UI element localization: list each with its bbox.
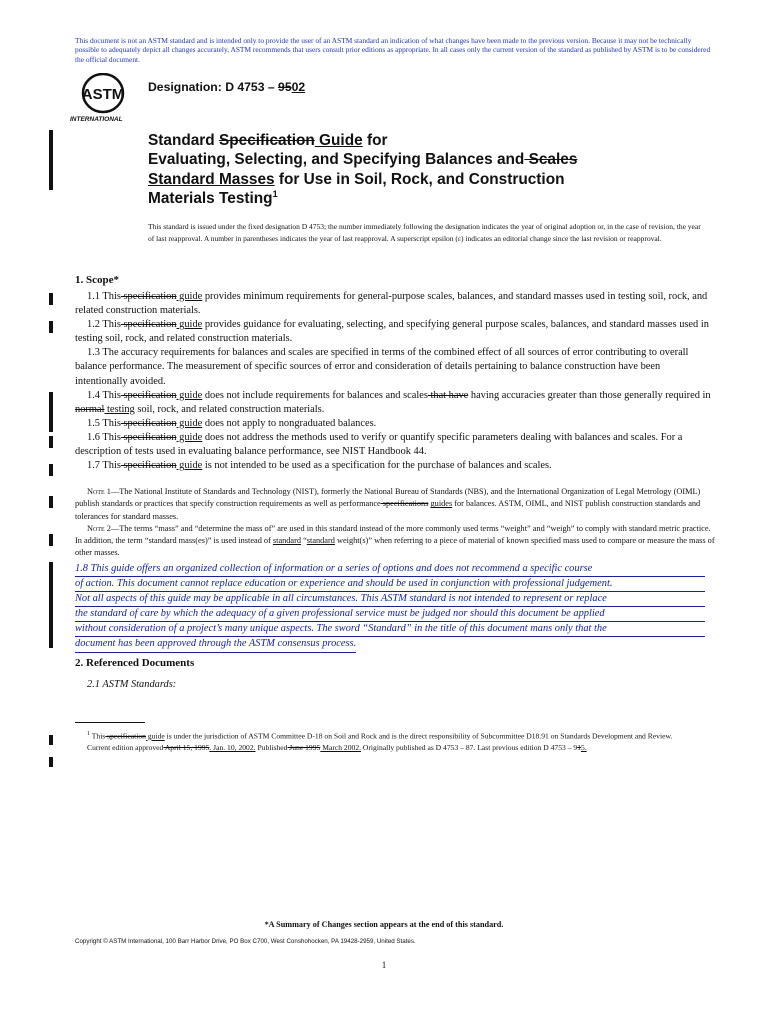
paragraph-1-4: 1.4 This specification guide does not include requirements for balances and scales that have having accuracies greater than those generally required in normal testing soil, rock, and related construction materials.	[75, 389, 711, 415]
copyright: Copyright © ASTM International, 100 Barr Harbor Drive, PO Box C700, West Conshohocken, PA 19428-2959, United States.	[75, 938, 416, 945]
revision-bar	[49, 436, 53, 448]
paragraph-1-3: 1.3 The accuracy requirements for balances and scales are specified in terms of the combined effect of all sources of error contributing to overall balance performance. The measurement of specific sources of error and consideration of details pertaining to balance construction have been intentionally avoided.	[75, 347, 689, 387]
revision-bar	[49, 464, 53, 476]
designation: Designation: D 4753 – 9502	[148, 80, 306, 94]
note-2: Note 2—The terms “mass” and “determine the mass of” are used in this standard instead of the more commonly used terms “weight” and “weigh” to comply with standard metric practice. In addition, the term “standard mass(es)” is used instead of standard “standard weight(s)” when referring to a piece of material of known specified mass used to compare or measure the mass of other masses.	[75, 523, 715, 558]
note-1: Note 1—The National Institute of Standards and Technology (NIST), formerly the National Bureau of Standards (NBS), and the International Organization of Legal Metrology (OIML) publish standards or practices that specify construction requirements as well as performance specifications guides for balances. ASTM, OIML, and NIST publish construction standards and tolerances for standard masses.	[75, 487, 701, 521]
summary-of-changes-note: *A Summary of Changes section appears at the end of this standard.	[264, 920, 504, 929]
paragraph-1-1: 1.1 This specification guide provides minimum requirements for general-purpose scales, balances, and standard masses used in testing soil, rock, and related construction materials.	[75, 291, 708, 317]
issuance-note: This standard is issued under the fixed designation D 4753; the number immediately following the designation indicates the year of original adoption or, in the case of revision, the year of last reapproval. A number in parentheses indicates the year of last reapproval. A superscript epsilon (ε) indicates an editorial change since the last revision or reapproval.	[148, 222, 701, 243]
svg-text:ASTM: ASTM	[81, 86, 125, 103]
revision-bar	[49, 735, 53, 745]
scope-section	[75, 290, 715, 473]
revision-bar	[49, 534, 53, 546]
revision-bar	[49, 562, 53, 648]
paragraph-1-5: 1.5 This specification guide does not apply to nongraduated balances.	[87, 417, 377, 429]
footnote-edition: Current edition approved April 15, 1995. Jan. 10, 2002. Published June 1995 March 2002. Originally published as D 4753 – 87. Last previous edition D 4753 – 915.	[87, 742, 587, 752]
svg-text:INTERNATIONAL: INTERNATIONAL	[70, 116, 123, 123]
astm-logo	[70, 73, 140, 128]
section-heading-scope: 1. Scope*	[75, 274, 119, 286]
revision-bar	[49, 757, 53, 767]
revision-notice: This document is not an ASTM standard and is intended only to provide the user of an ASTM standard an indication of what changes have been made to the previous version. Because it may not be technically possible to adequately depict all changes accurately, ASTM recommends that users consult prior editions as appropriate. In all cases only the current version of the standard as published by ASTM is to be considered the official document.	[75, 36, 711, 64]
paragraph-1-8: 1.8 This guide offers an organized collection of information or a series of options and does not recommend a specific course of action. This document cannot replace education or experience and should be used in conjunction with professional judgement. Not all aspects of this guide may be applicable in all circumstances. This ASTM standard is not intended to represent or replace the standard of care by which the adequacy of a given professional service must be judged nor should this document be applied without consideration of a project’s many unique aspects. The sword “Standard” in the title of this document mans only that the document has been approved through the ASTM consensus process.	[75, 562, 705, 653]
section-heading-referenced-documents: 2. Referenced Documents	[75, 657, 195, 669]
revision-bar	[49, 392, 53, 432]
paragraph-1-6: 1.6 This specification guide does not address the methods used to verify or quantify specific parameters dealing with balances and scales. For a description of tests used in evaluating balance performance, see NIST Handbook 44.	[75, 431, 683, 458]
paragraph-1-7: 1.7 This specification guide is not intended to be used as a specification for the purchase of balances and scales.	[87, 460, 552, 472]
revision-bar	[49, 496, 53, 508]
footnote-rule	[75, 722, 145, 723]
astm-standards-subheading: 2.1 ASTM Standards:	[87, 679, 177, 690]
notes	[75, 486, 715, 560]
revision-bar	[49, 130, 53, 190]
document-title: Standard Specification Guide for Evaluating, Selecting, and Specifying Balances and Scales Standard Masses for Use in Soil, Rock, and Construction Materials Testing$^1$	[148, 132, 578, 208]
page-number: 1	[381, 960, 387, 970]
footnotes	[75, 729, 715, 753]
revision-bar	[49, 321, 53, 333]
revision-bar	[49, 293, 53, 305]
footnote-1: $^1$ This specification guide is under the jurisdiction of ASTM Committee D-18 on Soil and Rock and is the direct responsibility of Subcommittee D18.91 on Standards Development and Review.	[87, 731, 673, 741]
paragraph-1-2: 1.2 This specification guide provides guidance for evaluating, selecting, and specifying general purpose scales, balances, and standard masses used in testing soil, rock, and related construction materials.	[75, 319, 709, 345]
